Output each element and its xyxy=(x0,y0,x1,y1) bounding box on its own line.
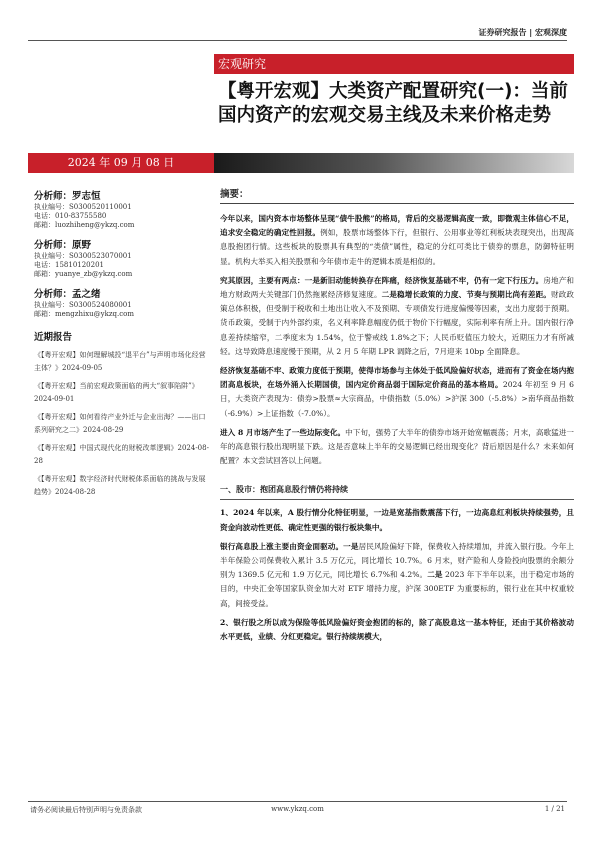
body-paragraph xyxy=(220,506,574,534)
footer-disclaimer: 请务必阅读最后特别声明与免责条款 xyxy=(30,806,142,814)
summary-text: 房地产和地方财政两大关键部门仍然拖累经济修复速度。 xyxy=(220,275,574,300)
main-content xyxy=(220,186,574,649)
analyst-phone: 电话：15810120201 xyxy=(34,261,104,269)
report-title: 【粤开宏观】大类资产配置研究(一)：当前国内资产的宏观交易主线及未来价格走势 xyxy=(218,81,568,126)
footer-website[interactable]: www.ykzq.com xyxy=(271,805,324,813)
analyst-block xyxy=(34,237,209,279)
body-bold: 1、2024 年以来，A 股行情分化特征明显，一边是宽基指数震荡下行，一边高息红利板块持续强势，且资金向波动性更低、确定性更强的银行板块集中。 xyxy=(220,508,574,532)
analyst-block xyxy=(34,286,209,319)
summary-bold: 二是稳增长政策的力度、节奏与预期比尚有差距。 xyxy=(381,290,552,300)
summary-text: 财政政策总体积极，但受制于税收和土地出让收入不及预期、专项债发行进度偏慢等因素，支出力度弱于预期。货币政策，受制于内外部约束，名义利率降息幅度仍低于物价下行幅度，实际利率有所上升。国内银行净息差持续缩窄，二季度末为 1.54%，位于警戒线 1.8%之下；人民币贬值压力较大，近期压力才有所减轻。这导致降息速度慢于预期，从 2 月 5 年期 LPR 调降之后，7月迎来 10bp 全面降息。 xyxy=(220,290,575,356)
analyst-phone: 电话：010-83755580 xyxy=(34,212,107,220)
analyst-name: 分析师：孟之绪 xyxy=(34,289,101,300)
analyst-email[interactable]: 邮箱：luozhiheng@ykzq.com xyxy=(34,221,135,229)
analyst-license: 执业编号：S0300524080001 xyxy=(34,301,132,309)
body-paragraph xyxy=(220,616,574,644)
analyst-block xyxy=(34,188,209,230)
summary-heading: 摘要： xyxy=(220,186,574,204)
header-divider xyxy=(28,40,567,41)
summary-paragraph xyxy=(220,426,574,469)
recent-report-link[interactable]: 《【粤开宏观】当前宏观政策面临的两大“叙事陷阱”》2024-09-01 xyxy=(34,382,199,403)
summary-bold: 今年以来，国内资本市场整体呈现“债牛股熊”的格局，背后的交易逻辑高度一致，即微观主体信心不足，追求安全稳定的确定性回报。 xyxy=(220,214,574,238)
recent-report-link[interactable]: 《【粤开宏观】数字经济时代财税体系面临的挑战与发展趋势》2024-08-28 xyxy=(34,475,206,496)
body-paragraph xyxy=(220,540,574,611)
title-gradient-bar xyxy=(214,153,574,173)
section-tag: 宏观研究 xyxy=(214,54,574,74)
footer-divider xyxy=(28,801,567,802)
summary-bold: 进入 8 月市场产生了一些边际变化。 xyxy=(220,427,346,437)
recent-report-link[interactable]: 《【粤开宏观】如何理解城投“退平台”与声明市场化经营主体？》2024-09-05 xyxy=(34,351,206,372)
recent-report-link[interactable]: 《【粤开宏观】中国式现代化的财税改革逻辑》2024-08-28 xyxy=(34,444,209,465)
summary-text: 中下旬，强势了大半年的债券市场开始宽幅震荡；月末，高歌猛进一年的高息银行股出现明显下跌。这是否意味上半年的交易逻辑已经出现变化？背后原因是什么？未来如何配置？本文尝试回答以上问题。 xyxy=(220,427,574,466)
section-heading: 一、股市：抱团高息股行情仍将持续 xyxy=(220,484,574,500)
summary-text: 2024 年初至 9 月 6 日，大类资产表现为：债券>股票≈大宗商品，中债指数（5.0%）>沪深 300（-5.8%）>南华商品指数（-6.9%）>上证指数（-7.0%）。 xyxy=(220,380,574,418)
sidebar xyxy=(34,188,209,504)
body-text: 2023 年下半年以来，出于稳定市场的目的，中央汇金等国家队资金加大对 ETF 增持力度，沪深 300ETF 为重要标的，银行业在其中权重较高，间接受益。 xyxy=(220,570,574,608)
recent-reports-heading: 近期报告 xyxy=(34,332,73,343)
analyst-name: 分析师：罗志恒 xyxy=(34,191,101,202)
summary-paragraph xyxy=(220,364,574,421)
analyst-email[interactable]: 邮箱：yuanye_zb@ykzq.com xyxy=(34,270,133,278)
body-text: 居民风险偏好下降，保费收入持续增加，并流入银行股。今年上半年保险公司保费收入累计 3.5 万亿元，同比增长 10.7%。6 月末，财产险和人身险投向股票的余额分别为 1369.5 亿元和 1.9 万亿元，同比增长 6.7%和 4.2%。 xyxy=(220,541,574,580)
summary-bold: 究其原因，主要有两点：一是新旧动能转换存在阵痛，经济恢复基础不牢，仍有一定下行压力。 xyxy=(220,275,544,285)
analyst-email[interactable]: 邮箱：mengzhixu@ykzq.com xyxy=(34,310,135,318)
report-date: 2024 年 09 月 08 日 xyxy=(28,153,214,173)
page-number: 1 / 21 xyxy=(544,805,565,813)
body-bold: 二是 xyxy=(427,570,443,580)
summary-text: 例如，股票市场整体下行，但银行、公用事业等红利板块表现突出，出现高息股抱团行情。这些板块的股票具有典型的“类债”属性，稳定的分红可类比于债券的票息，防御特征明显。机构大举买入相关股票和今年债市走牛的逻辑本质是相似的。 xyxy=(220,228,575,266)
recent-report-link[interactable]: 《【粤开宏观】如何看待产业外迁与企业出海？——出口系列研究之二》2024-08-29 xyxy=(34,413,206,434)
body-bold: 银行高息股上涨主要由资金面驱动。一是 xyxy=(220,541,359,551)
summary-paragraph xyxy=(220,274,574,359)
report-type-header: 证券研究报告 | 宏观深度 xyxy=(478,28,567,37)
spacer xyxy=(220,473,574,484)
summary-paragraph xyxy=(220,212,574,269)
analyst-license: 执业编号：S0300523070001 xyxy=(34,252,132,260)
summary-bold: 经济恢复基础不牢、政策力度低于预期，使得市场参与主体处于低风险偏好状态，进而有了资金在场内抱团高息板块，在场外涌入长期国债，国内定价商品弱于国际定价商品的基本格局。 xyxy=(220,366,574,390)
body-bold: 2、银行股之所以成为保险等低风险偏好资金抱团的标的，除了高股息这一基本特征，还由于其价格波动水平更低，业绩、分红更稳定。银行持续规模大， xyxy=(220,617,574,642)
analyst-license: 执业编号：S0300520110001 xyxy=(34,203,132,211)
analyst-name: 分析师：原野 xyxy=(34,240,92,251)
